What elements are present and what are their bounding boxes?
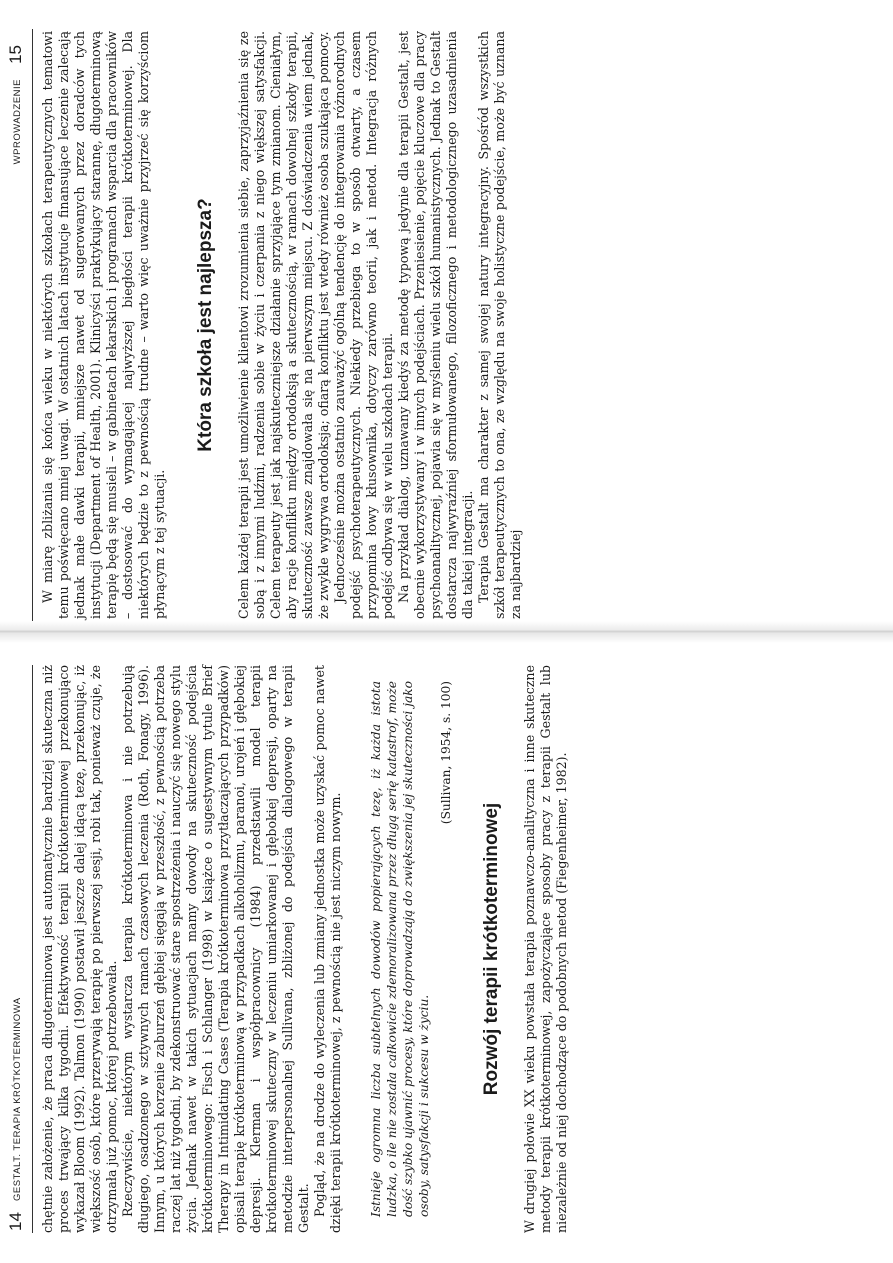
left-paragraph: Rzeczywiście, niektórym wystarcza terapia krótkoterminowa i nie potrzebują długiego, osadzonego w sztywnych ramach czasowych leczenia (Roth, Fonagy, 1996). Innym, u których korzenie zaburzeń głębiej sięgają w przeszłość, z pewnością potrzeba raczej lat niż tygodni, by zdekonstruować stare spostrzeżenia i nauczyć się nowego stylu życia. Jednak nawet w takich sytuacjach mamy dowody na skuteczność podejścia krótkoterminowego: Fisch i Schlanger (1998) w książce o sugestywnym tytule Brief Therapy in Intimidating Cases (Terapia krótkoterminowa przytłaczających przypadków) opisali terapię krótkoterminową w przypadkach alkoholizmu, paranoi, urojeń i głębokiej depresji. Klerman i współpracownicy (1984) przedstawili model terapii krótkoterminowej skuteczny w leczeniu umiarkowanej i głębokiej depresji, oparty na metodzie interpersonalnej Sullivana, zbliżonej do podejścia dialogowego w terapii Gestalt. bbox=[120, 665, 311, 1233]
right-body bbox=[40, 31, 524, 619]
section-heading: Która szkoła jest najlepsza? bbox=[195, 198, 216, 452]
left-page bbox=[0, 632, 893, 1263]
right-paragraph: Celem każdej terapii jest umożliwienie klientowi zrozumienia siebie, zaprzyjaźnienia się ze sobą i z innymi ludźmi, radzenia sobie w życiu i czerpania z niego większej satysfakcji. Celem terapeuty jest jak najskuteczniejsze działanie sprzyjające tym zmianom. Cieniałym, aby racje konfliktu między ortodoksją a skutecznością, w ramach dowolnej szkoły terapii, skuteczność zawsze znajdowała się na pierwszym miejscu. Z doświadczenia wiem jednak, że zwykle wygrywa ortodoksja; ofiarą konfliktu jest wtedy również osoba szukająca pomocy. bbox=[236, 31, 331, 619]
right-page bbox=[0, 0, 893, 631]
left-paragraph: chętnie założenie, że praca długoterminowa jest automatycznie bardziej skuteczna niż proces trwający kilka tygodni. Efektywność terapii krótkoterminowej przekonująco wykazał Bloom (1992). Talmon (1990) postawił jeszcze dalej idącą tezę, przekonując, iż większość osób, które przerywają terapię po pierwszej sesji, robi tak, ponieważ czuje, że otrzymała już pomoc, której potrzebowała. bbox=[40, 665, 119, 1233]
left-body bbox=[40, 665, 570, 1233]
section-heading: Rozwój terapii krótkoterminowej bbox=[481, 802, 502, 1096]
left-page-number: 14 bbox=[6, 1212, 25, 1231]
left-paragraph: W drugiej połowie XX wieku powstała terapia poznawczo-analityczna i inne skuteczne metody terapii krótkoterminowej, zapożyczające sposoby pracy z terapii Gestalt lub niezależnie od niej dochodzące do podobnych metod (Fiegenheimer, 1982). bbox=[522, 665, 569, 1233]
block-quote: Istnieje ogromna liczba subtelnych dowodów popierających tezę, iż każda istota ludzka, o ile nie została całkowicie zdemoralizowana przez długą serię katastrof, może dość szybko ujawnić procesy, które doprowadzają do zwiększenia jej skuteczności jako osoby, satysfakcji i sukcesu w życiu. bbox=[369, 681, 431, 1217]
left-header-rule bbox=[32, 665, 33, 1233]
left-running-head bbox=[6, 663, 30, 1263]
quote-source: (Sullivan, 1954, s. 100) bbox=[439, 681, 453, 825]
right-paragraph: W miarę zbliżania się końca wieku w niektórych szkołach terapeutycznych tematowi temu poświęcano mniej uwagi. W ostatnich latach instytucje finansujące leczenie zalecają jednak małe dawki terapii, mniejsze nawet od sugerowanych przez doradców tych instytucji (Department of Health, 2001). Klinicyści praktykujący starannę, długoterminową terapię będą się musieli – w gabinetach lekarskich i programach wsparcia dla pracowników – dostosować do wymagającej najwyższej biegłości terapii krótkoterminowej. Dla niektórych będzie to z pewnością trudne – warto więc uważnie przyjrzeć się korzyściom płynącym z tej sytuacji. bbox=[40, 31, 167, 619]
right-paragraph: Na przykład dialog, uznawany kiedyś za metodę typową jedynie dla terapii Gestalt, jest obecnie wykorzystywany i w innych podejściach. Przeniesienie, pojęcie kluczowe dla pracy psychoanalitycznej, pojawia się w myśleniu wielu szkół humanistycznych. Jednak to Gestalt dostarcza najwyraźniej sformułowanego, filozoficznego i metodologicznego uzasadnienia dla takiej integracji. bbox=[396, 31, 475, 619]
right-paragraph: Terapia Gestalt ma charakter z samej swojej natury integracyjny. Spośród wszystkich szkół terapeutycznych to ona, ze względu na swoje holistyczne podejście, może być uznana za najbardziej bbox=[476, 31, 523, 619]
right-running-head bbox=[6, 31, 30, 631]
right-running-title: WPROWADZENIE bbox=[12, 79, 23, 165]
right-paragraph: Jednocześnie można ostatnio zauważyć ogólną tendencję do integrowania różnorodnych podejść psychoterapeutycznych. Niekiedy przebiega to w sposób otwarty, a czasem przypomina łowy kłusownika, dotyczy zarówno teorii, jak i metod. Integracja różnych podejść odbywa się w wielu szkołach terapii. bbox=[332, 31, 395, 619]
left-running-title: GESTALT. TERAPIA KRÓTKOTERMINOWA bbox=[12, 997, 23, 1201]
right-page-number: 15 bbox=[6, 45, 25, 64]
right-header-rule bbox=[32, 29, 33, 621]
left-paragraph: Pogląd, że na drodze do wyleczenia lub zmiany jednostka może uzyskać pomoc nawet dzięki terapii krótkoterminowej, z pewnością nie jest niczym nowym. bbox=[312, 665, 343, 1233]
